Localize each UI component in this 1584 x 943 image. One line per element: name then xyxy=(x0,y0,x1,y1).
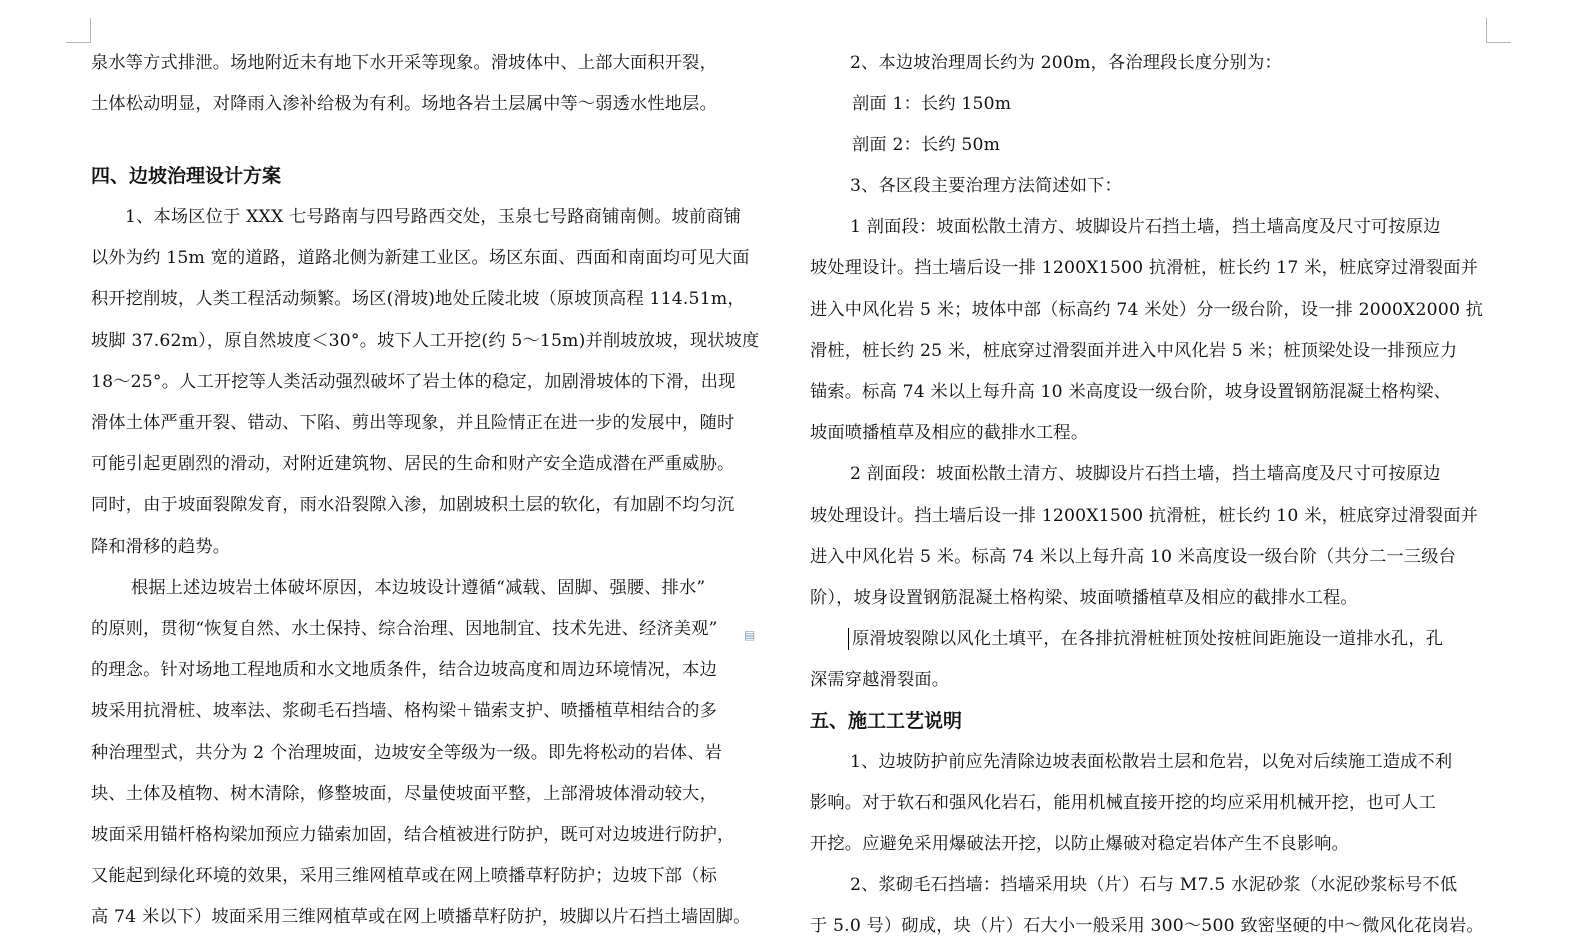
text-line[interactable]: 2、浆砌毛石挡墙：挡墙采用块（片）石与 M7.5 水泥砂浆（水泥砂浆标号不低 xyxy=(850,875,1458,895)
text-line[interactable]: 锚索。标高 74 米以上每升高 10 米高度设一级台阶，坡身设置钢筋混凝土格构梁、 xyxy=(810,382,1451,402)
section-heading-5[interactable]: 五、施工工艺说明 xyxy=(810,710,963,732)
text-line[interactable]: 原滑坡裂隙以风化土填平，在各排抗滑桩桩顶处按桩间距施设一道排水孔，孔 xyxy=(852,629,1444,649)
text-line[interactable]: 剖面 2：长约 50m xyxy=(852,135,1001,155)
text-line[interactable]: 剖面 1：长约 150m xyxy=(852,94,1012,114)
text-line[interactable]: 坡面喷播植草及相应的截排水工程。 xyxy=(810,423,1089,443)
text-line[interactable]: 进入中风化岩 5 米。标高 74 米以上每升高 10 米高度设一级台阶（共分二一三级台 xyxy=(810,547,1457,567)
text-line[interactable]: 开挖。应避免采用爆破法开挖，以防止爆破对稳定岩体产生不良影响。 xyxy=(810,834,1350,854)
text-line[interactable]: 1、本场区位于 XXX 七号路南与四号路西交处，玉泉七号路商铺南侧。坡前商铺 xyxy=(125,207,742,227)
text-line[interactable]: 坡处理设计。挡土墙后设一排 1200X1500 抗滑桩，桩长约 17 米，桩底穿过滑裂面并 xyxy=(810,258,1479,278)
text-line[interactable]: 滑桩，桩长约 25 米，桩底穿过滑裂面并进入中风化岩 5 米；桩顶梁处设一排预应力 xyxy=(810,341,1458,361)
crop-mark-top-left xyxy=(66,18,91,43)
text-line[interactable]: 又能起到绿化环境的效果，采用三维网植草或在网上喷播草籽防护；边坡下部（标 xyxy=(91,866,717,886)
section-heading-4[interactable]: 四、边坡治理设计方案 xyxy=(91,165,282,187)
text-line[interactable]: 3、各区段主要治理方法简述如下： xyxy=(850,176,1122,196)
text-line[interactable]: 坡采用抗滑桩、坡率法、浆砌毛石挡墙、格构梁＋锚索支护、喷播植草相结合的多 xyxy=(91,701,717,721)
text-line[interactable]: 同时，由于坡面裂隙发育，雨水沿裂隙入渗，加剧坡积土层的软化，有加剧不均匀沉 xyxy=(91,495,735,515)
paste-options-icon[interactable]: ▤ xyxy=(744,628,756,642)
text-line[interactable]: 坡脚 37.62m），原自然坡度＜30°。坡下人工开挖(约 5～15m)并削坡放坡，现状坡度 xyxy=(91,331,760,351)
text-line[interactable]: 1、边坡防护前应先清除边坡表面松散岩土层和危岩，以免对后续施工造成不利 xyxy=(850,752,1453,772)
text-line[interactable]: 土体松动明显，对降雨入渗补给极为有利。场地各岩土层属中等～弱透水性地层。 xyxy=(91,94,717,114)
text-line[interactable]: 1 剖面段：坡面松散土清方、坡脚设片石挡土墙，挡土墙高度及尺寸可按原边 xyxy=(850,217,1441,237)
text-line[interactable]: 积开挖削坡，人类工程活动频繁。场区(滑坡)地处丘陵北坡（原坡顶高程 114.51m， xyxy=(91,289,745,309)
text-line[interactable]: 影响。对于软石和强风化岩石，能用机械直接开挖的均应采用机械开挖，也可人工 xyxy=(810,793,1436,813)
text-line[interactable]: 的原则，贯彻“恢复自然、水土保持、综合治理、因地制宜、技术先进、经济美观” xyxy=(91,619,718,639)
text-line[interactable]: 滑体土体严重开裂、错动、下陷、剪出等现象，并且险情正在进一步的发展中，随时 xyxy=(91,413,735,433)
text-cursor xyxy=(848,628,849,650)
text-line[interactable]: 深需穿越滑裂面。 xyxy=(810,670,950,690)
text-line[interactable]: 2、本边坡治理周长约为 200m，各治理段长度分别为： xyxy=(850,53,1282,73)
text-line[interactable]: 块、土体及植物、树木清除，修整坡面，尽量使坡面平整，上部滑坡体滑动较大， xyxy=(91,784,717,804)
text-line[interactable]: 泉水等方式排泄。场地附近未有地下水开采等现象。滑坡体中、上部大面积开裂， xyxy=(91,53,717,73)
text-line[interactable]: 18～25°。人工开挖等人类活动强烈破坏了岩土体的稳定，加剧滑坡体的下滑，出现 xyxy=(91,372,736,392)
text-line[interactable]: 种治理型式，共分为 2 个治理坡面，边坡安全等级为一级。即先将松动的岩体、岩 xyxy=(91,743,723,763)
text-line[interactable]: 的理念。针对场地工程地质和水文地质条件，结合边坡高度和周边环境情况，本边 xyxy=(91,660,717,680)
text-line[interactable]: 进入中风化岩 5 米；坡体中部（标高约 74 米处）分一级台阶，设一排 2000X2000 抗 xyxy=(810,300,1484,320)
text-line[interactable]: 坡面采用锚杆格构梁加预应力锚索加固，结合植被进行防护，既可对边坡进行防护， xyxy=(91,825,735,845)
text-line[interactable]: 根据上述边坡岩土体破坏原因，本边坡设计遵循“减载、固脚、强腰、排水” xyxy=(131,578,706,598)
text-line[interactable]: 高 74 米以下）坡面采用三维网植草或在网上喷播草籽防护，坡脚以片石挡土墙固脚。 xyxy=(91,907,751,927)
text-line[interactable]: 坡处理设计。挡土墙后设一排 1200X1500 抗滑桩，桩长约 10 米，桩底穿过滑裂面并 xyxy=(810,506,1479,526)
text-line[interactable]: 阶），坡身设置钢筋混凝土格构梁、坡面喷播植草及相应的截排水工程。 xyxy=(810,588,1358,608)
text-line[interactable]: 以外为约 15m 宽的道路，道路北侧为新建工业区。场区东面、西面和南面均可见大面 xyxy=(91,248,750,268)
crop-mark-top-right xyxy=(1486,18,1511,43)
text-line[interactable]: 降和滑移的趋势。 xyxy=(91,537,231,557)
text-line[interactable]: 可能引起更剧烈的滑动，对附近建筑物、居民的生命和财产安全造成潜在严重威胁。 xyxy=(91,454,735,474)
text-line[interactable]: 2 剖面段：坡面松散土清方、坡脚设片石挡土墙，挡土墙高度及尺寸可按原边 xyxy=(850,464,1441,484)
text-line[interactable]: 于 5.0 号）砌成，块（片）石大小一般采用 300～500 致密坚硬的中～微风化花岗岩。 xyxy=(810,916,1484,936)
